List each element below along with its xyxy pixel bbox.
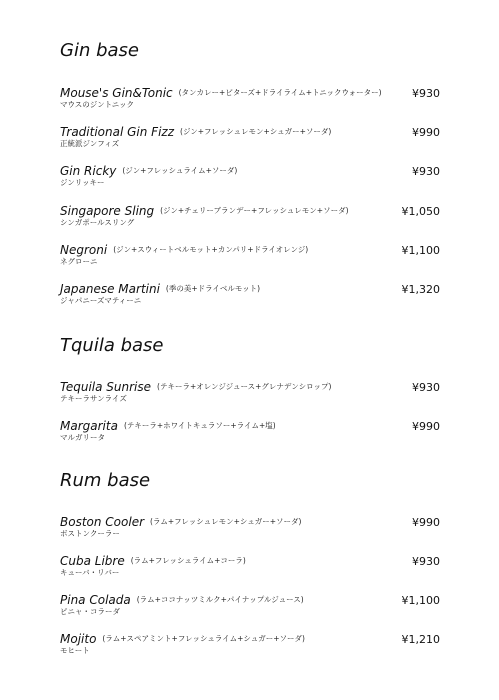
item-price: ¥930 [412, 87, 440, 100]
item-ingredients: (季の美+ドライベルモット) [165, 284, 261, 293]
menu-item [60, 376, 440, 406]
item-japanese-name: マウスのジントニック [60, 100, 134, 109]
item-japanese-name: ネグローニ [60, 257, 98, 266]
item-ingredients: (ジン+スウィートベルモット+カンパリ+ドライオレンジ) [113, 245, 309, 254]
item-name: Japanese Martini [60, 282, 160, 296]
item-ingredients: (タンカレー+ビターズ+ドライライム+トニックウォーター) [178, 88, 382, 97]
item-name: Gin Ricky [60, 164, 117, 178]
menu-item [60, 121, 440, 151]
item-price: ¥1,320 [401, 283, 440, 296]
item-ingredients: (テキーラ+オレンジジュース+グレナデンシロップ) [157, 382, 332, 391]
item-price: ¥930 [412, 381, 440, 394]
item-japanese-name: マルガリータ [60, 433, 105, 442]
item-name: Tequila Sunrise [60, 380, 152, 394]
item-name: Traditional Gin Fizz [60, 125, 175, 139]
item-price: ¥930 [412, 555, 440, 568]
item-price: ¥1,100 [401, 594, 440, 607]
item-japanese-name: ボストンクーラー [60, 529, 120, 538]
item-name: Mouse's Gin&Tonic [60, 86, 173, 100]
item-price: ¥930 [412, 165, 440, 178]
item-price: ¥1,100 [401, 244, 440, 257]
item-japanese-name: ジンリッキー [60, 178, 105, 187]
item-price: ¥990 [412, 126, 440, 139]
menu-item [60, 415, 440, 445]
item-name: Boston Cooler [60, 515, 145, 529]
item-name: Margarita [60, 419, 118, 433]
item-ingredients: (テキーラ+ホワイトキュラソー+ライム+塩) [123, 421, 276, 430]
item-japanese-name: シンガポールスリング [60, 218, 135, 227]
menu-item [60, 550, 440, 580]
item-japanese-name: ピニャ・コラーダ [60, 607, 120, 616]
menu-item [60, 82, 440, 112]
item-japanese-name: 正統派ジンフィズ [60, 139, 120, 148]
item-price: ¥990 [412, 420, 440, 433]
item-name: Pina Colada [60, 593, 131, 607]
menu-item [60, 200, 440, 230]
menu-item [60, 628, 440, 658]
menu-item [60, 278, 440, 308]
item-price: ¥1,210 [401, 633, 440, 646]
menu-item [60, 511, 440, 541]
item-ingredients: (ジン+フレッシュライム+ソーダ) [122, 166, 238, 175]
section-title: Rum base [60, 470, 151, 491]
item-japanese-name: テキーラサンライズ [60, 394, 127, 403]
item-price: ¥1,050 [401, 205, 440, 218]
item-price: ¥990 [412, 516, 440, 529]
section-title: Tquila base [60, 335, 164, 356]
menu-item [60, 239, 440, 269]
menu-item [60, 160, 440, 190]
item-ingredients: (ラム+フレッシュライム+コーラ) [130, 556, 246, 565]
item-ingredients: (ジン+フレッシュレモン+シュガー+ソーダ) [180, 127, 332, 136]
item-name: Cuba Libre [60, 554, 125, 568]
menu-item [60, 589, 440, 619]
item-japanese-name: ジャパニーズマティーニ [60, 296, 142, 305]
item-name: Mojito [60, 632, 97, 646]
item-japanese-name: キューバ・リバー [60, 568, 120, 577]
section-title: Gin base [60, 40, 139, 61]
item-ingredients: (ジン+チェリーブランデー+フレッシュレモン+ソーダ) [160, 206, 349, 215]
item-ingredients: (ラム+スペアミント+フレッシュライム+シュガー+ソーダ) [102, 634, 305, 643]
item-japanese-name: モヒート [60, 646, 90, 655]
item-name: Negroni [60, 243, 108, 257]
item-ingredients: (ラム+フレッシュレモン+シュガー+ソーダ) [150, 517, 302, 526]
item-name: Singapore Sling [60, 204, 155, 218]
item-ingredients: (ラム+ココナッツミルク+パイナップルジュース) [136, 595, 304, 604]
